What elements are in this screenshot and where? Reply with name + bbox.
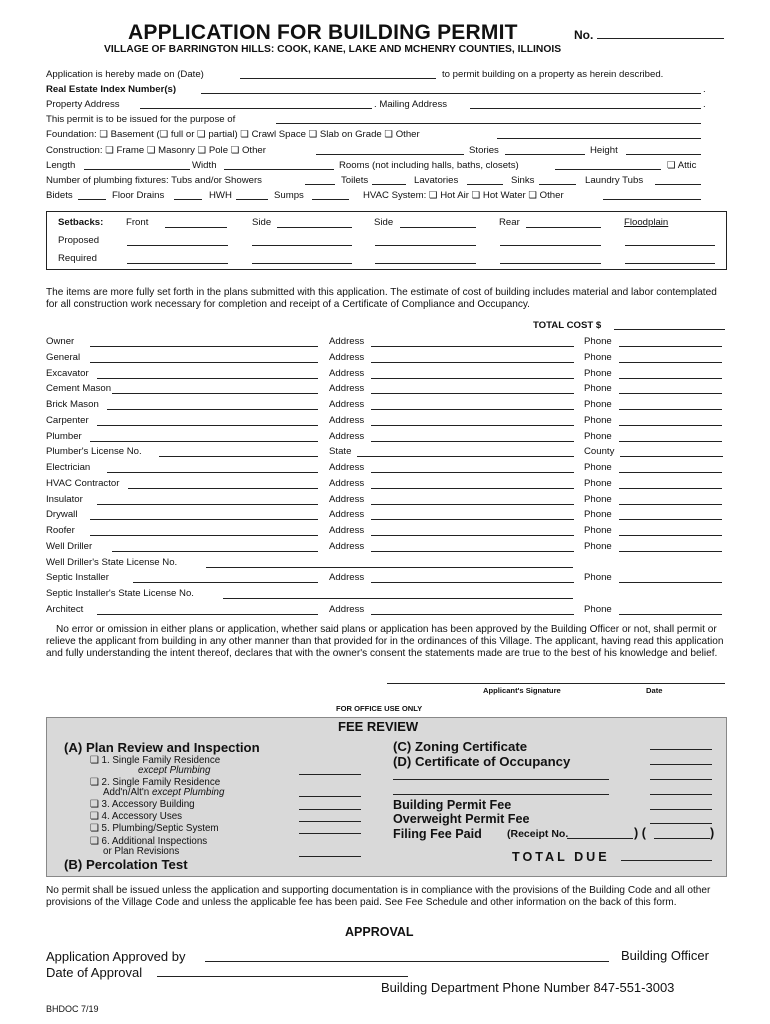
building-permit-fee-amount[interactable] <box>650 809 712 810</box>
contractor-phone-label: Phone <box>584 368 612 379</box>
stories-field[interactable] <box>505 154 585 155</box>
attic-checkbox[interactable]: ❏ Attic <box>667 160 697 171</box>
mailing-address-field[interactable] <box>470 108 701 109</box>
height-field[interactable] <box>626 154 701 155</box>
contractor-phone-field[interactable] <box>619 551 722 552</box>
contractor-name-field[interactable] <box>97 378 318 379</box>
contractor-name-label: Well Driller <box>46 541 93 552</box>
hwh-field[interactable] <box>236 199 268 200</box>
form-code: BHDOC 7/19 <box>46 1004 99 1014</box>
purpose-label: This permit is to be issued for the purpose of <box>46 114 236 125</box>
contractor-name-label: Excavator <box>46 368 89 379</box>
contractor-name-label: Owner <box>46 336 75 347</box>
required-side1-field[interactable] <box>252 263 352 264</box>
total-due-amount[interactable] <box>621 860 712 861</box>
contractor-address-field[interactable] <box>371 519 574 520</box>
real-estate-field[interactable] <box>201 93 701 94</box>
period: . <box>703 99 706 110</box>
fee-item-2-amount[interactable] <box>299 796 361 797</box>
contractor-address-label: Address <box>329 462 365 473</box>
contractor-address-label: Address <box>329 399 365 410</box>
contractor-name-label: Carpenter <box>46 415 89 426</box>
permit-number-label: No. <box>574 28 594 42</box>
contractor-phone-field[interactable] <box>619 378 722 379</box>
foundation-other-field[interactable] <box>497 138 701 139</box>
contractor-phone-label: County <box>584 446 615 457</box>
real-estate-label: Real Estate Index Number(s) <box>46 84 177 95</box>
receipt-number-field[interactable] <box>567 838 633 839</box>
contractor-name-label: Brick Mason <box>46 399 99 410</box>
contractor-phone-field[interactable] <box>619 425 722 426</box>
no-permit-paragraph: No permit shall be issued unless the application and supporting documentation is in compliance with the provisions of the Building Code and all other provisions of the Village Code and unless the applicable fee has been paid. See Fee Schedule and other information on the back of this form. <box>46 885 711 908</box>
contractor-phone-label: Phone <box>584 399 612 410</box>
required-floodplain-field[interactable] <box>625 263 715 264</box>
contractor-phone-label: Phone <box>584 478 612 489</box>
contractor-name-field[interactable] <box>90 362 318 363</box>
contractor-name-label: Well Driller's State License No. <box>46 557 178 568</box>
contractor-name-field[interactable] <box>90 519 318 520</box>
applicant-signature-label: Applicant's Signature <box>483 686 561 695</box>
floor-drains-field[interactable] <box>174 199 202 200</box>
contractor-phone-label: Phone <box>584 462 612 473</box>
fee-item-6-amount[interactable] <box>299 856 361 857</box>
plan-review-heading: (A) Plan Review and Inspection <box>64 740 260 755</box>
setback-side2-field[interactable] <box>400 227 476 228</box>
contractor-phone-field[interactable] <box>619 409 722 410</box>
contractor-address-field[interactable] <box>371 504 574 505</box>
stories-label: Stories <box>469 145 499 156</box>
contractor-phone-field[interactable] <box>619 393 722 394</box>
lavatories-field[interactable] <box>467 184 503 185</box>
property-address-field[interactable] <box>140 108 372 109</box>
fee-item-4-amount[interactable] <box>299 821 361 822</box>
contractor-name-field[interactable] <box>112 551 318 552</box>
contractor-address-label: Address <box>329 368 365 379</box>
setback-side1-label: Side <box>252 217 272 228</box>
contractor-name-field[interactable] <box>97 504 318 505</box>
approved-by-field[interactable] <box>205 961 609 962</box>
mailing-address-label: . Mailing Address <box>374 99 448 110</box>
setback-side2-label: Side <box>374 217 394 228</box>
contractor-name-field[interactable] <box>112 393 318 394</box>
fee-item-2-sub <box>103 787 224 798</box>
fee-item-1-amount[interactable] <box>299 774 361 775</box>
plans-paragraph: The items are more fully set forth in the plans submitted with this application. The estimate of cost of building includes material and labor contemplated for all construction work necessary for completion and receipt of a Certificate of Compliance and Occupancy. <box>46 287 717 310</box>
contractor-address-field[interactable] <box>371 535 574 536</box>
contractor-address-label: Address <box>329 494 365 505</box>
date-of-approval-label: Date of Approval <box>46 965 143 980</box>
contractor-name-field[interactable] <box>97 425 318 426</box>
contractor-address-field[interactable] <box>371 362 574 363</box>
license-number-field[interactable] <box>206 567 573 568</box>
hvac-other-field[interactable] <box>603 199 701 200</box>
zoning-amount[interactable] <box>650 749 712 750</box>
setback-rear-field[interactable] <box>526 227 601 228</box>
overweight-fee-amount[interactable] <box>650 823 712 824</box>
contractor-name-label: Septic Installer's State License No. <box>46 588 194 599</box>
date-of-approval-field[interactable] <box>157 976 408 977</box>
setback-rear-label: Rear <box>499 217 520 228</box>
contractor-name-label: Roofer <box>46 525 75 536</box>
required-front-field[interactable] <box>127 263 228 264</box>
contractor-name-label: Architect <box>46 604 84 615</box>
contractor-phone-field[interactable] <box>619 519 722 520</box>
tubs-field[interactable] <box>305 184 335 185</box>
contractor-address-field[interactable] <box>371 425 574 426</box>
contractor-phone-field[interactable] <box>619 504 722 505</box>
contractor-name-field[interactable] <box>133 582 318 583</box>
contractor-address-label: Address <box>329 525 365 536</box>
toilets-label: Toilets <box>341 175 369 186</box>
approved-by-label: Application Approved by <box>46 949 186 964</box>
contractor-address-label: Address <box>329 383 365 394</box>
contractor-name-field[interactable] <box>107 409 318 410</box>
to-permit-text: to permit building on a property as herein described. <box>442 69 664 80</box>
contractor-name-field[interactable] <box>90 535 318 536</box>
hwh-label: HWH <box>209 190 232 201</box>
contractor-phone-label: Phone <box>584 541 612 552</box>
contractor-phone-label: Phone <box>584 494 612 505</box>
error-paragraph: No error or omission in either plans or application, whether said plans or application has been approved by the Building Officer or not, shall permit or relieve the applicant from building in any other manner than that provided for in the ordinances of this Village. The applicant, having read this application and fully understanding the intent thereof, declares that with the owner's consent the statements made are true to the best of his knowledge and belief. <box>46 624 724 659</box>
total-cost-label: TOTAL COST $ <box>533 320 602 331</box>
applicant-signature-field[interactable] <box>387 683 725 684</box>
height-label: Height <box>590 145 618 156</box>
required-rear-field[interactable] <box>500 263 601 264</box>
fee-item-6-sub: or Plan Revisions <box>103 846 180 857</box>
width-label: Width <box>192 160 217 171</box>
approval-title: APPROVAL <box>345 925 414 939</box>
application-date-label: Application is hereby made on (Date) <box>46 69 204 80</box>
contractor-address-label: Address <box>329 541 365 552</box>
contractor-name-label: Insulator <box>46 494 83 505</box>
contractor-name-field[interactable] <box>107 472 318 473</box>
filing-fee-label: Filing Fee Paid <box>393 827 482 841</box>
contractor-phone-field[interactable] <box>619 472 722 473</box>
fee-item-4[interactable]: ❏ 4. Accessory Uses <box>90 811 183 822</box>
occupancy-heading: (D) Certificate of Occupancy <box>393 754 571 769</box>
contractor-name-field[interactable] <box>159 456 318 457</box>
contractor-address-label: Address <box>329 415 365 426</box>
fee-item-3[interactable]: ❏ 3. Accessory Building <box>90 799 195 810</box>
contractor-address-field[interactable] <box>371 472 574 473</box>
contractor-name-label: Drywall <box>46 509 78 520</box>
contractor-phone-field[interactable] <box>619 582 722 583</box>
office-use-label: FOR OFFICE USE ONLY <box>336 704 423 713</box>
contractor-name-field[interactable] <box>128 488 318 489</box>
contractor-phone-label: Phone <box>584 604 612 615</box>
contractor-address-label: Address <box>329 604 365 615</box>
contractor-address-field[interactable] <box>371 614 574 615</box>
contractor-address-field[interactable] <box>371 441 574 442</box>
toilets-field[interactable] <box>372 184 406 185</box>
contractor-phone-label: Phone <box>584 525 612 536</box>
proposed-side2-field[interactable] <box>375 245 476 246</box>
contractor-address-field[interactable] <box>371 409 574 410</box>
laundry-tubs-field[interactable] <box>655 184 701 185</box>
proposed-floodplain-field[interactable] <box>625 245 715 246</box>
contractor-phone-label: Phone <box>584 509 612 520</box>
fee-item-5-amount[interactable] <box>299 833 361 834</box>
proposed-rear-field[interactable] <box>500 245 601 246</box>
receipt-close-paren: ) ( <box>634 826 646 840</box>
building-permit-fee-label: Building Permit Fee <box>393 798 512 812</box>
zoning-heading: (C) Zoning Certificate <box>393 739 528 754</box>
contractor-address-field[interactable] <box>371 346 574 347</box>
width-field[interactable] <box>224 169 334 170</box>
setback-side1-field[interactable] <box>277 227 352 228</box>
setback-floodplain-label: Floodplain <box>624 217 669 228</box>
license-number-field[interactable] <box>223 598 573 599</box>
contractor-address-field[interactable] <box>371 378 574 379</box>
contractor-phone-field[interactable] <box>619 346 722 347</box>
floor-drains-label: Floor Drains <box>112 190 165 201</box>
contractor-name-label: Plumber's License No. <box>46 446 142 457</box>
period: . <box>703 84 706 95</box>
length-label: Length <box>46 160 76 171</box>
contractor-address-label: Address <box>329 431 365 442</box>
rooms-field[interactable] <box>555 169 661 170</box>
property-address-label: Property Address <box>46 99 120 110</box>
foundation-options[interactable]: Foundation: ❏ Basement (❏ full or ❏ partial) ❏ Crawl Space ❏ Slab on Grade ❏ Other <box>46 129 420 140</box>
proposed-side1-field[interactable] <box>252 245 352 246</box>
building-officer-label: Building Officer <box>621 948 709 963</box>
contractor-phone-label: Phone <box>584 415 612 426</box>
page-subtitle: VILLAGE OF BARRINGTON HILLS: COOK, KANE, LAKE AND MCHENRY COUNTIES, ILLINOIS <box>104 44 562 55</box>
contractor-phone-field[interactable] <box>619 441 722 442</box>
extra-fee-line-1[interactable] <box>393 779 609 780</box>
laundry-tubs-label: Laundry Tubs <box>585 175 644 186</box>
total-cost-field[interactable] <box>614 329 725 330</box>
contractor-phone-label: Phone <box>584 431 612 442</box>
occupancy-amount[interactable] <box>650 764 712 765</box>
bidets-field[interactable] <box>78 199 106 200</box>
contractor-address-field[interactable] <box>357 456 574 457</box>
sinks-label: Sinks <box>511 175 535 186</box>
contractor-phone-field[interactable] <box>620 456 723 457</box>
contractor-name-label: Septic Installer <box>46 572 109 583</box>
total-due-label: TOTAL DUE <box>512 850 610 864</box>
contractor-address-field[interactable] <box>371 393 574 394</box>
filing-fee-amount[interactable] <box>654 838 710 839</box>
contractor-address-label: Address <box>329 352 365 363</box>
contractor-name-field[interactable] <box>97 614 318 615</box>
contractor-phone-field[interactable] <box>619 488 722 489</box>
contractor-name-label: Cement Mason <box>46 383 112 394</box>
required-label: Required <box>58 253 97 264</box>
contractor-name-field[interactable] <box>90 346 318 347</box>
fee-item-2-addn: Add'n/Alt'n <box>103 787 150 798</box>
permit-number-field[interactable] <box>597 38 724 39</box>
length-field[interactable] <box>84 169 190 170</box>
contractor-phone-label: Phone <box>584 572 612 583</box>
contractor-name-field[interactable] <box>90 441 318 442</box>
contractor-address-label: Address <box>329 572 365 583</box>
application-date-field[interactable] <box>240 78 436 79</box>
sinks-field[interactable] <box>539 184 576 185</box>
plumbing-fixtures-label: Number of plumbing fixtures: Tubs and/or Showers <box>46 175 262 186</box>
fee-item-5[interactable]: ❏ 5. Plumbing/Septic System <box>90 823 219 834</box>
extra-fee-amount-1[interactable] <box>650 779 712 780</box>
contractor-phone-field[interactable] <box>619 362 722 363</box>
contractor-address-field[interactable] <box>371 488 574 489</box>
setbacks-label: Setbacks: <box>58 217 104 228</box>
required-side2-field[interactable] <box>375 263 476 264</box>
fee-item-6[interactable]: ❏ 6. Additional Inspections <box>90 836 208 847</box>
construction-options[interactable]: Construction: ❏ Frame ❏ Masonry ❏ Pole ❏ Other <box>46 145 266 156</box>
overweight-fee-label: Overweight Permit Fee <box>393 812 530 826</box>
contractor-address-field[interactable] <box>371 582 574 583</box>
proposed-front-field[interactable] <box>127 245 228 246</box>
purpose-field[interactable] <box>276 123 701 124</box>
construction-other-field[interactable] <box>316 154 464 155</box>
contractor-name-label: Plumber <box>46 431 82 442</box>
contractor-address-label: Address <box>329 509 365 520</box>
extra-fee-line-2[interactable] <box>393 794 609 795</box>
proposed-label: Proposed <box>58 235 100 246</box>
receipt-label: (Receipt No. <box>507 828 569 840</box>
contractor-name-label: HVAC Contractor <box>46 478 120 489</box>
contractor-address-field[interactable] <box>371 551 574 552</box>
fee-review-title: FEE REVIEW <box>338 719 419 734</box>
setback-front-label: Front <box>126 217 149 228</box>
fee-item-2[interactable]: ❏ 2. Single Family Residence <box>90 777 221 788</box>
contractor-name-label: General <box>46 352 81 363</box>
lavatories-label: Lavatories <box>414 175 459 186</box>
contractor-phone-field[interactable] <box>619 614 722 615</box>
page-title: APPLICATION FOR BUILDING PERMIT <box>128 21 518 44</box>
fee-item-1-sub: except Plumbing <box>138 765 211 776</box>
sumps-field[interactable] <box>312 199 349 200</box>
contractor-address-label: Address <box>329 478 365 489</box>
setback-front-field[interactable] <box>165 227 227 228</box>
percolation-heading: (B) Percolation Test <box>64 857 188 872</box>
contractor-phone-label: Phone <box>584 383 612 394</box>
extra-fee-amount-2[interactable] <box>650 794 712 795</box>
contractor-address-label: Address <box>329 336 365 347</box>
fee-item-2-except: except Plumbing <box>151 787 225 798</box>
signature-date-label: Date <box>646 686 663 695</box>
bidets-label: Bidets <box>46 190 73 201</box>
rooms-label: Rooms (not including halls, baths, closets) <box>339 160 519 171</box>
contractor-phone-label: Phone <box>584 336 612 347</box>
hvac-system-options[interactable]: HVAC System: ❏ Hot Air ❏ Hot Water ❏ Other <box>363 190 564 201</box>
contractor-phone-label: Phone <box>584 352 612 363</box>
sumps-label: Sumps <box>274 190 304 201</box>
contractor-name-label: Electrician <box>46 462 91 473</box>
contractor-phone-field[interactable] <box>619 535 722 536</box>
fee-item-1[interactable]: ❏ 1. Single Family Residence <box>90 755 221 766</box>
fee-item-3-amount[interactable] <box>299 809 361 810</box>
filing-close-paren: ) <box>710 826 715 840</box>
department-phone: Building Department Phone Number 847-551-3003 <box>381 980 675 995</box>
contractor-address-label: State <box>329 446 352 457</box>
